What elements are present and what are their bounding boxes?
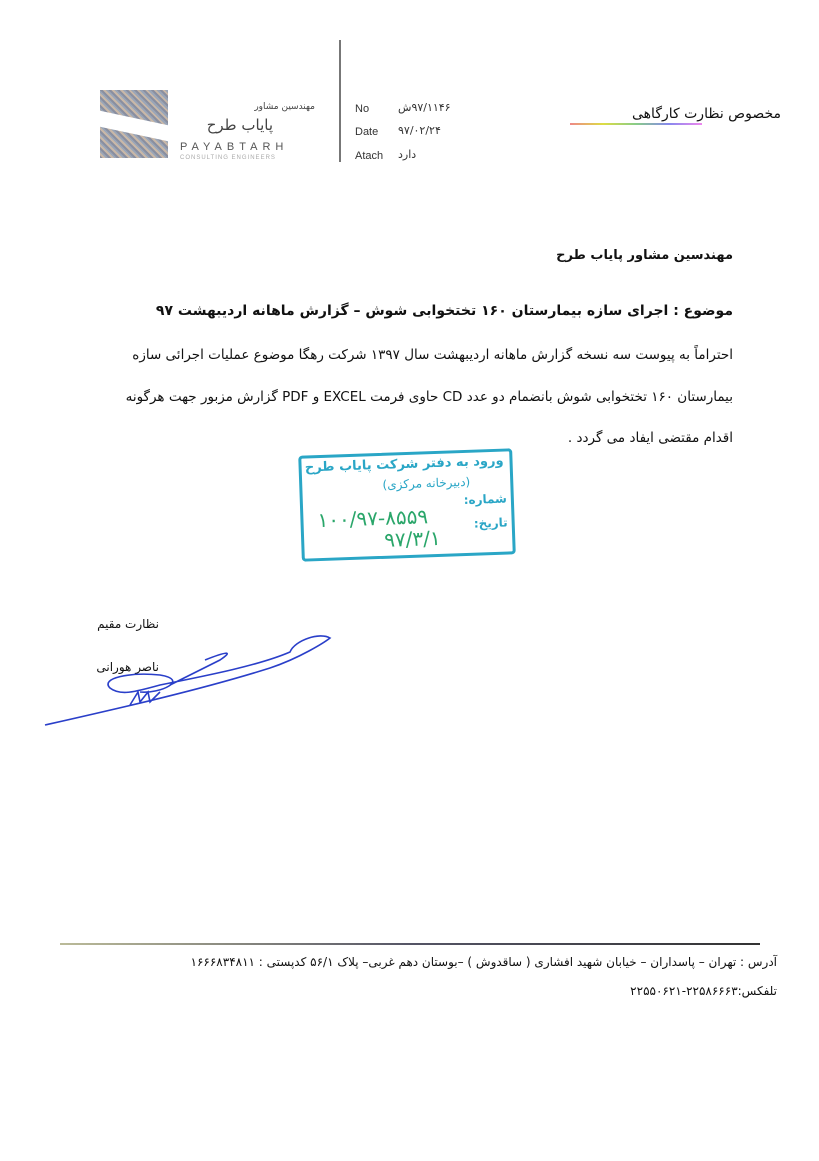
stamp-date-value: ۹۷/۳/۱ (383, 525, 442, 552)
attach-label: Atach (355, 150, 384, 162)
logo-text-tagline: CONSULTING ENGINEERS (180, 155, 276, 161)
signatory-title: نظارت مقیم (97, 617, 159, 631)
stamp-number-label: شماره: (463, 491, 508, 508)
body-line: بیمارستان ۱۶۰ تختخوابی شوش بانضمام دو عدد CD حاوی فرمت EXCEL و PDF گزارش مزبور جهت هرگونه (125, 389, 733, 405)
special-label: مخصوص نظارت کارگاهی (632, 106, 781, 122)
attach-value: دارد (398, 148, 417, 161)
date-label: Date (355, 126, 379, 138)
footer-address: آدرس : تهران – پاسداران – خیابان شهید افشاری ( ساقدوش ) –بوستان دهم غربی– پلاک ۵۶/۱ کدپستی : ۱۶۶۶۸۳۴۸۱۱ (190, 955, 777, 969)
recipient: مهندسین مشاور پایاب طرح (556, 248, 733, 263)
logo-text-consultants: مهندسین مشاور (254, 102, 315, 112)
no-label: No (355, 103, 370, 115)
subject: موضوع : اجرای سازه بیمارستان ۱۶۰ تختخوابی شوش – گزارش ماهانه اردیبهشت ۹۷ (155, 303, 733, 319)
stamp-subtitle: (دبیرخانه مرکزی) (382, 474, 471, 492)
received-stamp (298, 448, 516, 561)
special-underline (570, 123, 702, 125)
signatory-name: ناصر هورانی (96, 660, 159, 674)
stamp-title: ورود به دفتر شرکت پایاب طرح (304, 453, 504, 476)
stamp-date-label: تاریخ: (473, 515, 508, 531)
logo-text-company-fa: پایاب طرح (206, 116, 273, 134)
date-value: ۹۷/۰۲/۲۴ (398, 124, 441, 137)
no-value: ۹۷/۱۱۴۶ش (398, 101, 451, 114)
body-line: احتراماً به پیوست سه نسخه گزارش ماهانه اردیبهشت سال ۱۳۹۷ شرکت رهگا موضوع عملیات اجرائی سازه (132, 347, 733, 363)
footer-telfax: تلفکس:۲۲۵۸۶۶۶۳-۲۲۵۵۰۶۲۱ (630, 984, 777, 998)
handwritten-signature (40, 630, 340, 730)
header-divider (339, 40, 341, 162)
footer-divider (60, 943, 760, 945)
logo-text-company-en: PAYABTARH (180, 141, 289, 153)
body-line: اقدام مقتضی ایفاد می گردد . (567, 430, 733, 446)
stamp-number-value: ۱۰۰/۹۷-۸۵۵۹ (317, 504, 429, 533)
